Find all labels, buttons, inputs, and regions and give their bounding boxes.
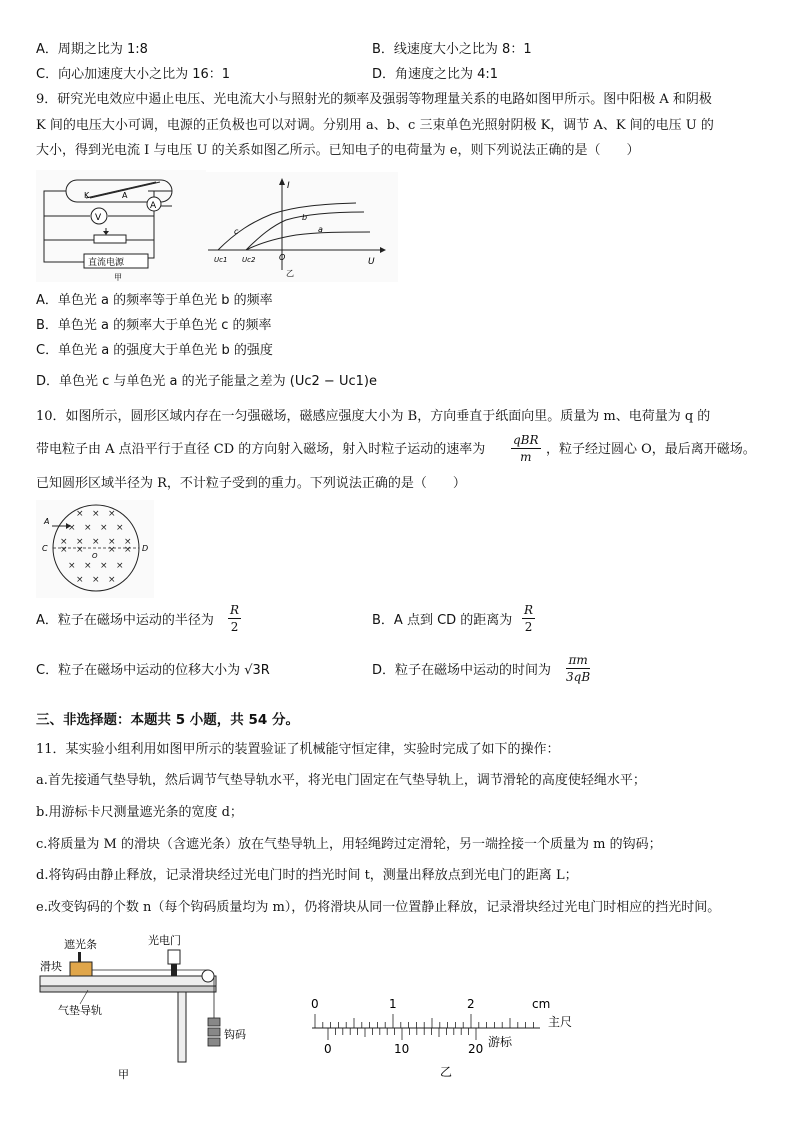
svg-text:×: × xyxy=(76,509,84,519)
label-light-shield: 遮光条 xyxy=(64,938,97,951)
q10-magnetic-field-figure xyxy=(36,500,154,598)
q8-option-b: B．线速度大小之比为 8：1 xyxy=(372,42,532,57)
main-scale-2: 2 xyxy=(467,997,475,1011)
dc-power-label: 直流电源 xyxy=(88,258,125,268)
main-scale-1: 1 xyxy=(389,997,397,1011)
svg-text:×: × xyxy=(76,537,84,547)
q9-circuit-figure xyxy=(36,170,206,282)
q10-speed-num: qBR xyxy=(513,433,539,447)
q11-intro: 11．某实验小组利用如图甲所示的装置验证了机械能守恒定律，实验时完成了如下的操作： xyxy=(36,742,560,757)
q10-option-a-fraction xyxy=(228,602,241,635)
vernier-0: 0 xyxy=(324,1042,332,1056)
q9-option-a: A．单色光 a 的频率等于单色光 b 的频率 xyxy=(36,293,273,308)
main-scale-unit: cm xyxy=(532,997,551,1011)
q8-option-c: C．向心加速度大小之比为 16：1 xyxy=(36,67,231,82)
q10-option-b-text: B．A 点到 CD 的距离为 xyxy=(372,613,513,628)
q10-option-d-den: 3qB xyxy=(566,670,591,684)
q8-option-a: A．周期之比为 1:8 xyxy=(36,42,148,57)
q10-option-d-num: πm xyxy=(566,652,590,669)
q11-apparatus-figure xyxy=(36,926,286,1086)
q11-step-d: d.将钩码由静止释放，记录滑块经过光电门时的挡光时间 t，测量出释放点到光电门的距离 L； xyxy=(36,868,578,883)
curve-label-c-left: c xyxy=(234,227,239,236)
q10-stem-line2b: ，粒子经过圆心 O，最后离开磁场。 xyxy=(546,442,756,457)
photogate xyxy=(168,950,180,964)
svg-text:×: × xyxy=(92,509,100,519)
q10-option-b-fraction xyxy=(522,602,535,635)
q10-option-a-den: 2 xyxy=(230,620,239,634)
q9-iu-graph xyxy=(206,172,398,282)
svg-text:×: × xyxy=(84,523,92,533)
q10-option-b-num: R xyxy=(524,603,534,617)
q10-option-d-fraction xyxy=(566,652,590,685)
svg-text:×: × xyxy=(108,537,116,547)
q9-stem-line2: K 间的电压大小可调，电源的正负极也可以对调。分别用 a、b、c 三束单色光照射阴极 K，调节 A、K 间的电压 U 的 xyxy=(36,118,714,133)
q10-option-d-text: D．粒子在磁场中运动的时间为 xyxy=(372,663,552,678)
vernier-20: 20 xyxy=(468,1042,484,1056)
main-scale-ticks xyxy=(315,1014,533,1028)
q11-step-b: b.用游标卡尺测量遮光条的宽度 d； xyxy=(36,805,243,820)
vernier-10: 10 xyxy=(394,1042,410,1056)
uc1-label: Uc1 xyxy=(214,256,228,264)
svg-text:×: × xyxy=(116,561,124,571)
q10-stem-line1: 10．如图所示，圆形区域内存在一匀强磁场，磁感应强度大小为 B，方向垂直于纸面向里。质量为 m、电荷量为 q 的 xyxy=(36,409,711,424)
q10-speed-den: m xyxy=(520,450,532,464)
svg-text:×: × xyxy=(76,575,84,585)
svg-text:×: × xyxy=(124,537,132,547)
q9-option-c: C．单色光 a 的强度大于单色光 b 的强度 xyxy=(36,343,273,358)
q11-vernier-caliper-figure xyxy=(300,990,600,1090)
main-scale-0: 0 xyxy=(311,997,319,1011)
q9-stem-line1: 9．研究光电效应中遏止电压、光电流大小与照射光的频率及强弱等物理量关系的电路如图甲所示。图中阳极 A 和阴极 xyxy=(36,92,712,107)
origin-label: O xyxy=(279,253,286,262)
figure-yi-label-q11: 乙 xyxy=(440,1065,453,1079)
q10-speed-fraction xyxy=(511,432,541,465)
label-air-track: 气垫导轨 xyxy=(58,1004,102,1017)
point-o-label: O xyxy=(92,552,98,560)
rheostat xyxy=(94,235,126,243)
curve-label-b: b xyxy=(302,213,308,222)
q10-option-a-num: R xyxy=(230,603,240,617)
vernier-label: 游标 xyxy=(488,1035,513,1049)
slider-block xyxy=(70,962,92,976)
svg-text:×: × xyxy=(100,523,108,533)
q10-option-c: C．粒子在磁场中运动的位移大小为 √3R xyxy=(36,663,270,678)
hook-weights xyxy=(208,1018,220,1046)
q11-step-e: e.改变钩码的个数 n（每个钩码质量均为 m），仍将滑块从同一位置静止释放，记录滑块经过光电门时相应的挡光时间。 xyxy=(36,900,721,915)
air-track xyxy=(40,976,216,986)
ammeter-label: A xyxy=(150,201,157,211)
q10-stem-line2a: 带电粒子由 A 点沿平行于直径 CD 的方向射入磁场，射入时粒子运动的速率为 xyxy=(36,442,486,457)
curve-label-a: a xyxy=(318,225,323,234)
svg-text:×: × xyxy=(60,537,68,547)
q9-option-b: B．单色光 a 的频率大于单色光 c 的频率 xyxy=(36,318,272,333)
svg-text:×: × xyxy=(84,561,92,571)
svg-text:×: × xyxy=(108,509,116,519)
svg-text:×: × xyxy=(108,545,116,555)
figure-jia-label-q11: 甲 xyxy=(118,1068,129,1081)
uc2-label: Uc2 xyxy=(242,256,256,264)
figure-jia-label: 甲 xyxy=(114,273,122,282)
figure-yi-label: 乙 xyxy=(286,269,294,278)
light-shield-strip xyxy=(78,952,81,962)
label-a: A xyxy=(122,191,128,200)
label-k: K xyxy=(84,191,90,200)
q9-option-d: D．单色光 c 与单色光 a 的光子能量之差为 (Uc2 − Uc1)e xyxy=(36,374,377,389)
section-3-heading: 三、非选择题：本题共 5 小题，共 54 分。 xyxy=(36,712,299,728)
label-hook-weight: 钩码 xyxy=(224,1028,246,1041)
svg-text:×: × xyxy=(68,561,76,571)
svg-text:×: × xyxy=(68,523,76,533)
main-scale-label: 主尺 xyxy=(548,1015,573,1029)
svg-text:×: × xyxy=(124,545,132,555)
svg-text:×: × xyxy=(92,575,100,585)
q10-stem-line3: 已知圆形区域半径为 R，不计粒子受到的重力。下列说法正确的是（ ） xyxy=(36,476,466,491)
axis-u-label: U xyxy=(368,257,375,267)
pulley xyxy=(202,970,214,982)
svg-text:×: × xyxy=(60,545,68,555)
label-photogate: 光电门 xyxy=(148,934,181,947)
svg-text:×: × xyxy=(100,561,108,571)
point-d-label: D xyxy=(142,544,149,553)
q9-stem-line3: 大小，得到光电流 I 与电压 U 的关系如图乙所示。已知电子的电荷量为 e，则下列说法正确的是（ ） xyxy=(36,143,640,158)
vernier-scale-ticks xyxy=(328,1028,476,1040)
svg-text:×: × xyxy=(92,537,100,547)
q10-option-a-text: A．粒子在磁场中运动的半径为 xyxy=(36,613,214,628)
q8-option-d: D．角速度之比为 4:1 xyxy=(372,67,499,82)
support-post xyxy=(178,992,186,1062)
svg-text:×: × xyxy=(116,523,124,533)
voltmeter-label: V xyxy=(95,213,102,223)
svg-text:×: × xyxy=(108,575,116,585)
axis-i-label: I xyxy=(287,181,290,191)
label-slider: 滑块 xyxy=(40,960,62,973)
point-c-label: C xyxy=(42,544,48,553)
point-a-label: A xyxy=(44,517,50,526)
q11-step-a: a.首先接通气垫导轨，然后调节气垫导轨水平，将光电门固定在气垫导轨上，调节滑轮的高度使轻绳水平； xyxy=(36,773,646,788)
q11-step-c: c.将质量为 M 的滑块（含遮光条）放在气垫导轨上，用轻绳跨过定滑轮，另一端拴接一个质量为 m 的钩码； xyxy=(36,837,662,852)
svg-text:×: × xyxy=(76,545,84,555)
q10-option-b-den: 2 xyxy=(524,620,533,634)
